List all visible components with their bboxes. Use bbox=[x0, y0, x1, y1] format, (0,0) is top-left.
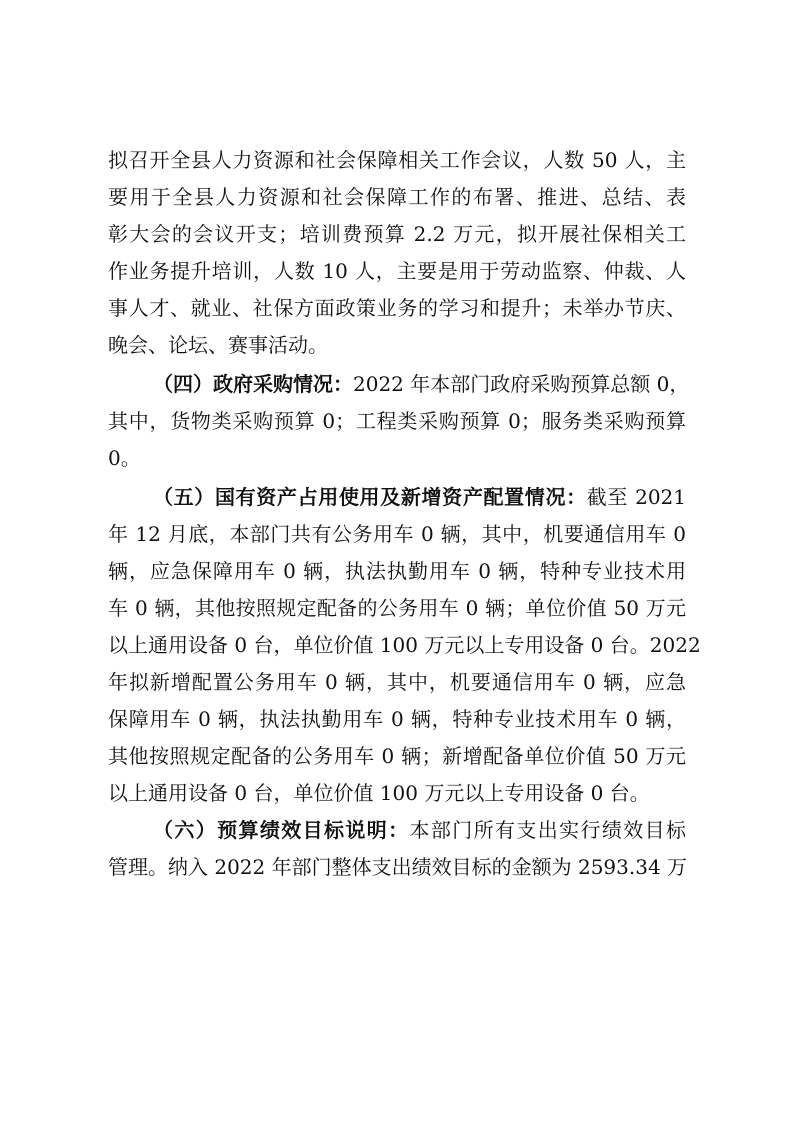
section-first-line bbox=[108, 479, 686, 516]
text-span: 本部门所有支出实行绩效目标 bbox=[409, 818, 686, 842]
text-line: 其中，货物类采购预算 0；工程类采购预算 0；服务类采购预算 bbox=[108, 409, 686, 433]
text-line: 要用于全县人力资源和社会保障工作的布署、推进、总结、表 bbox=[108, 185, 686, 209]
section-government-procurement bbox=[108, 366, 690, 477]
section-heading: （四）政府采购情况： bbox=[153, 372, 353, 396]
text-line: 保障用车 0 辆，执法执勤用车 0 辆，特种专业技术用车 0 辆， bbox=[108, 707, 686, 731]
text-line: 晚会、论坛、赛事活动。 bbox=[108, 333, 328, 357]
document-body bbox=[108, 142, 701, 886]
text-span: 2022 年本部门政府采购预算总额 0， bbox=[353, 372, 690, 396]
section-state-assets bbox=[108, 479, 701, 812]
text-span: 截至 2021 bbox=[586, 485, 687, 509]
paragraph-meeting-training bbox=[108, 142, 686, 364]
text-line: 车 0 辆，其他按照规定配备的公务用车 0 辆；单位价值 50 万元 bbox=[108, 596, 686, 620]
text-line: 以上通用设备 0 台，单位价值 100 万元以上专用设备 0 台。2022 bbox=[108, 633, 701, 657]
text-line: 辆，应急保障用车 0 辆，执法执勤用车 0 辆，特种专业技术用 bbox=[108, 559, 686, 583]
text-line: 其他按照规定配备的公务用车 0 辆；新增配备单位价值 50 万元 bbox=[108, 744, 686, 768]
text-line: 事人才、就业、社保方面政策业务的学习和提升；未举办节庆、 bbox=[108, 296, 686, 320]
section-heading: （六）预算绩效目标说明： bbox=[153, 818, 410, 842]
section-heading: （五）国有资产占用使用及新增资产配置情况： bbox=[153, 485, 587, 509]
text-line: 拟召开全县人力资源和社会保障相关工作会议，人数 50 人，主 bbox=[108, 148, 686, 172]
text-line: 彰大会的会议开支；培训费预算 2.2 万元，拟开展社保相关工 bbox=[108, 222, 686, 246]
section-first-line bbox=[108, 366, 690, 403]
text-line: 作业务提升培训，人数 10 人，主要是用于劳动监察、仲裁、人 bbox=[108, 259, 686, 283]
text-line: 以上通用设备 0 台，单位价值 100 万元以上专用设备 0 台。 bbox=[108, 781, 650, 805]
section-first-line bbox=[108, 812, 686, 849]
section-performance-goals bbox=[108, 812, 686, 886]
text-line: 管理。纳入 2022 年部门整体支出绩效目标的金额为 2593.34 万 bbox=[108, 855, 688, 879]
text-line: 年 12 月底，本部门共有公务用车 0 辆，其中，机要通信用车 0 bbox=[108, 522, 686, 546]
text-line: 年拟新增配置公务用车 0 辆，其中，机要通信用车 0 辆，应急 bbox=[108, 670, 686, 694]
text-line: 0。 bbox=[108, 446, 141, 470]
